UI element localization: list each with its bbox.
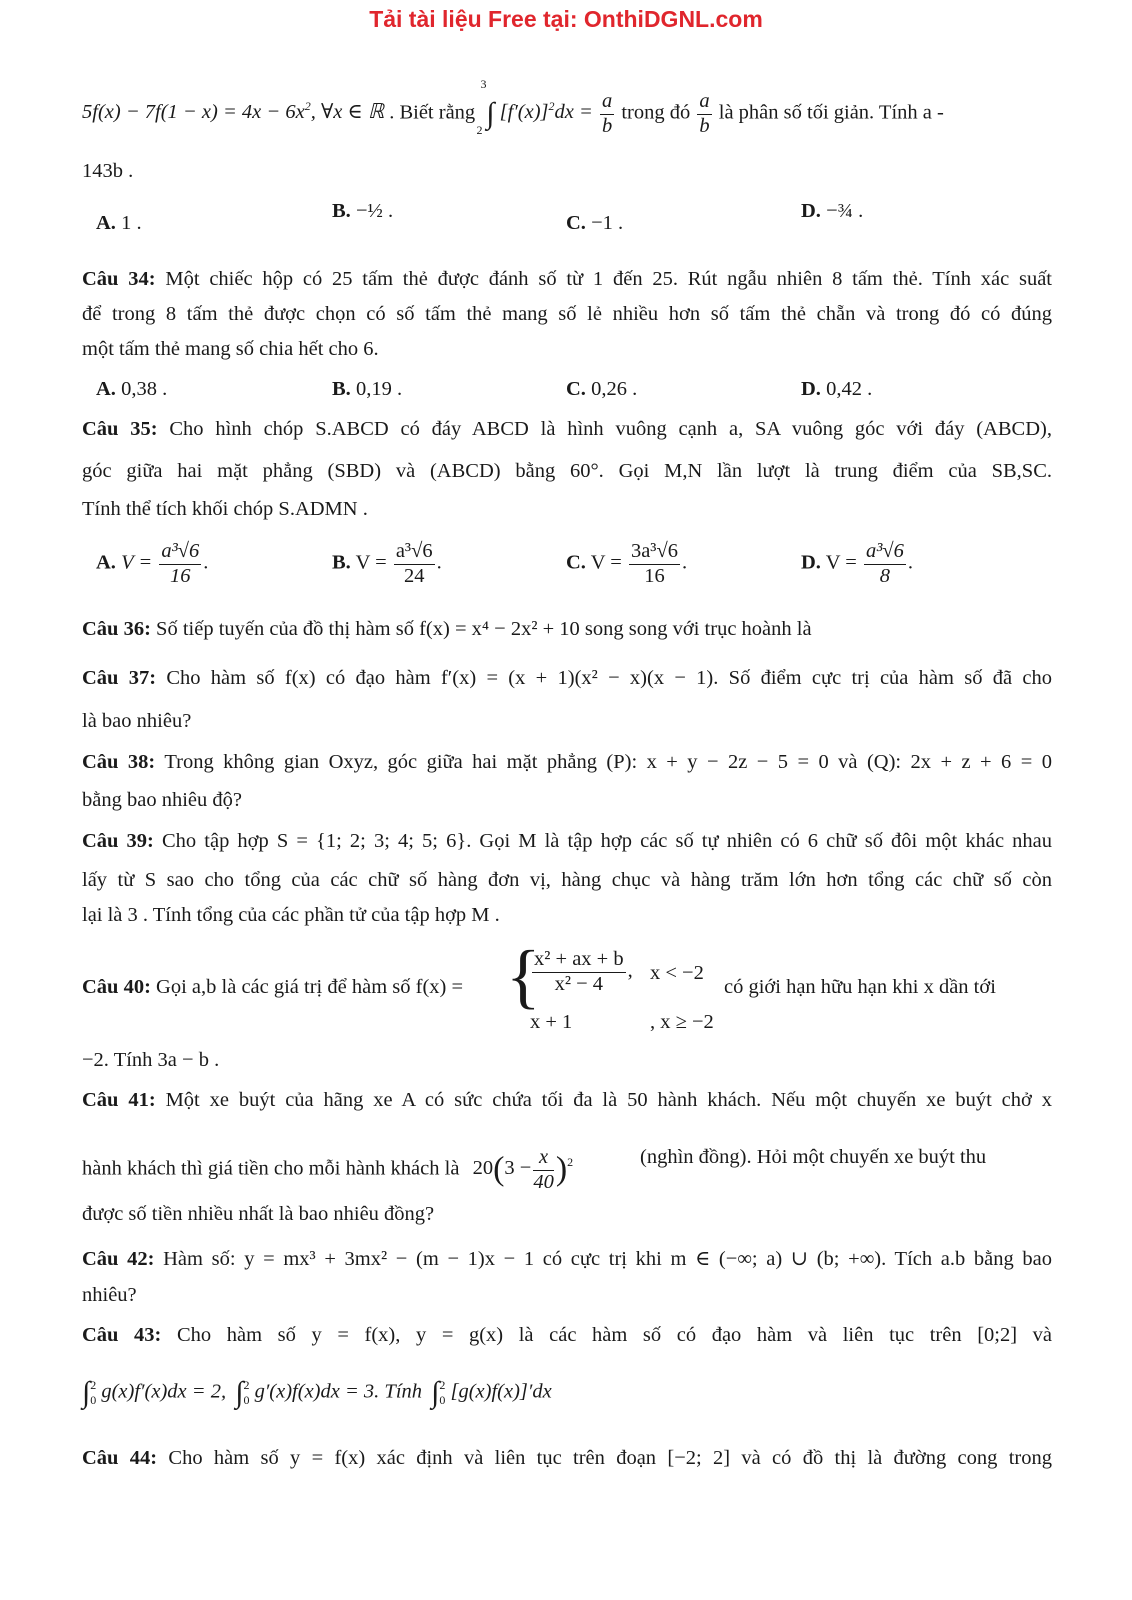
q35-option-c[interactable]: C. V = $\frac{\text{3a³√6}}{16}$ .: [566, 540, 688, 587]
q33-text2: trong đó: [621, 101, 691, 124]
q37-line2: là bao nhiêu?: [82, 710, 192, 732]
q40-case1-cond: x < −2: [650, 962, 704, 984]
q34-option-b[interactable]: B. 0,19 .: [332, 378, 403, 400]
q33-integrand: $[f'(x)]^2dx$ =: [499, 99, 593, 124]
q40-case2: x + 1: [530, 1011, 573, 1033]
q40-case2-cond: , x ≥ −2: [650, 1011, 714, 1033]
q35-option-b[interactable]: B. V = $\frac{\text{a³√6}}{24}$ .: [332, 540, 442, 587]
q35-line2: góc giữa hai mặt phẳng (SBD) và (ABCD) bằng 60°. Gọi M,N lần lượt là trung điểm của SB,SC.: [82, 460, 1052, 482]
q40-text2: có giới hạn hữu hạn khi x dần tới: [724, 976, 996, 998]
q43-line2: ∫$^2$0 g(x)f′(x)dx = 2, ∫$^2$0 g′(x)f(x)dx = 3. Tính ∫$^2$0 [g(x)f(x)]′dx: [82, 1376, 552, 1409]
q40-brace: {: [506, 936, 541, 1016]
q39-line1: Câu 39: Cho tập hợp S = {1; 2; 3; 4; 5; 6}. Gọi M là tập hợp các số tự nhiên có 6 chữ số đôi một khác nhau: [82, 830, 1052, 852]
integral-icon: ∫: [431, 1376, 440, 1409]
q34-option-a[interactable]: A. 0,38 .: [96, 378, 168, 400]
q41-price-formula: 20(3 − $\frac{x}{40}$ )$^2$: [472, 1146, 574, 1193]
q33-text3: là phân số tối giản. Tính a -: [718, 101, 944, 124]
q42-line2: nhiêu?: [82, 1284, 137, 1306]
q38-line1: Câu 38: Trong không gian Oxyz, góc giữa hai mặt phẳng (P): x + y − 2z − 5 = 0 và (Q): 2x + z + 6 = 0: [82, 751, 1052, 773]
q35-option-d[interactable]: D. V = $\frac{\text{a³√6}}{8}$ .: [801, 540, 913, 587]
q41-line2b: (nghìn đồng). Hỏi một chuyến xe buýt thu: [640, 1146, 987, 1168]
q44-line1: Câu 44: Cho hàm số y = f(x) xác định và liên tục trên đoạn [−2; 2] và có đồ thị là đường cong trong: [82, 1447, 1052, 1469]
q40-case1: $\frac{\text{x² + ax + b}}{\text{x² − 4}}$ ,: [534, 948, 633, 995]
q33-option-a[interactable]: A. 1 .: [96, 212, 142, 234]
q34-option-d[interactable]: D. 0,42 .: [801, 378, 873, 400]
q33-option-b[interactable]: B. −½ .: [332, 200, 394, 222]
q35-line1: Câu 35: Cho hình chóp S.ABCD có đáy ABCD là hình vuông cạnh a, SA vuông góc với đáy (ABCD),: [82, 418, 1052, 440]
q33-equation: $5f(x) - 7f(1 - x) = 4x - 6x^2$, ∀x ∈ ℝ: [82, 99, 385, 124]
q36-line: Câu 36: Số tiếp tuyến của đồ thị hàm số f(x) = x⁴ − 2x² + 10 song song với trục hoành là: [82, 618, 812, 640]
q35-option-a[interactable]: A. V = $\frac{\text{a³√6}}{16}$ .: [96, 540, 209, 587]
q39-line3: lại là 3 . Tính tổng của các phần tử của tập hợp M .: [82, 904, 500, 926]
q35-line3: Tính thể tích khối chóp S.ADMN .: [82, 498, 368, 520]
q38-line2: bằng bao nhiêu độ?: [82, 789, 242, 811]
q42-line1: Câu 42: Hàm số: y = mx³ + 3mx² − (m − 1)x − 1 có cực trị khi m ∈ (−∞; a) ∪ (b; +∞). Tích a.b bằng bao: [82, 1248, 1053, 1270]
q33-text1: . Biết rằng: [389, 101, 476, 124]
q33-fraction: $\frac{a}{b}$: [601, 90, 613, 137]
integral-icon: ∫: [486, 96, 495, 130]
q33-option-c[interactable]: C. −1 .: [566, 212, 624, 234]
integral-icon: ∫: [235, 1376, 244, 1409]
q34-option-c[interactable]: C. 0,26 .: [566, 378, 638, 400]
q39-line2: lấy từ S sao cho tổng của các chữ số hàng đơn vị, hàng chục và hàng trăm lớn hơn tổng các chữ số còn: [82, 869, 1052, 891]
q41-line1: Câu 41: Một xe buýt của hãng xe A có sức chứa tối đa là 50 hành khách. Nếu một chuyến xe buýt chở x: [82, 1089, 1052, 1111]
q40-line2: −2. Tính 3a − b .: [82, 1049, 220, 1071]
q40-line1: Câu 40: Gọi a,b là các giá trị để hàm số f(x) =: [82, 976, 464, 998]
q41-line3: được số tiền nhiều nhất là bao nhiêu đồng?: [82, 1203, 435, 1225]
q33-line2: 143b .: [82, 160, 134, 182]
q37-line1: Câu 37: Cho hàm số f(x) có đạo hàm f′(x) = (x + 1)(x² − x)(x − 1). Số điểm cực trị của hàm số đã cho: [82, 667, 1052, 689]
q33-option-d[interactable]: D. −¾ .: [801, 200, 864, 222]
q34-line3: một tấm thẻ mang số chia hết cho 6.: [82, 338, 379, 360]
site-header-link[interactable]: Tải tài liệu Free tại: OnthiDGNL.com: [369, 6, 763, 32]
q33-fraction2: $\frac{a}{b}$: [699, 90, 710, 137]
q34-line1: Câu 34: Một chiếc hộp có 25 tấm thẻ được đánh số từ 1 đến 25. Rút ngẫu nhiên 8 tấm thẻ. Tính xác suất: [82, 268, 1052, 290]
q41-line2: hành khách thì giá tiền cho mỗi hành khách là 20(3 − $\frac{x}{40}$ )$^2$: [82, 1146, 574, 1193]
q43-line1: Câu 43: Cho hàm số y = f(x), y = g(x) là các hàm số có đạo hàm và liên tục trên [0;2] và: [82, 1324, 1052, 1346]
q33-line1: $5f(x) - 7f(1 - x) = 4x - 6x^2$, ∀x ∈ ℝ . Biết rằng ∫ 3 2 $[f'(x)]^2dx$ = $\frac{a}{b}$ trong đó $\frac{a}{b}$ là phân số tối giản. Tính a -: [82, 77, 944, 138]
q34-line2: để trong 8 tấm thẻ được chọn có số tấm thẻ mang số lẻ nhiều hơn số tấm thẻ chẵn và trong đó có đúng: [82, 303, 1052, 325]
integral-icon: ∫: [82, 1376, 91, 1409]
